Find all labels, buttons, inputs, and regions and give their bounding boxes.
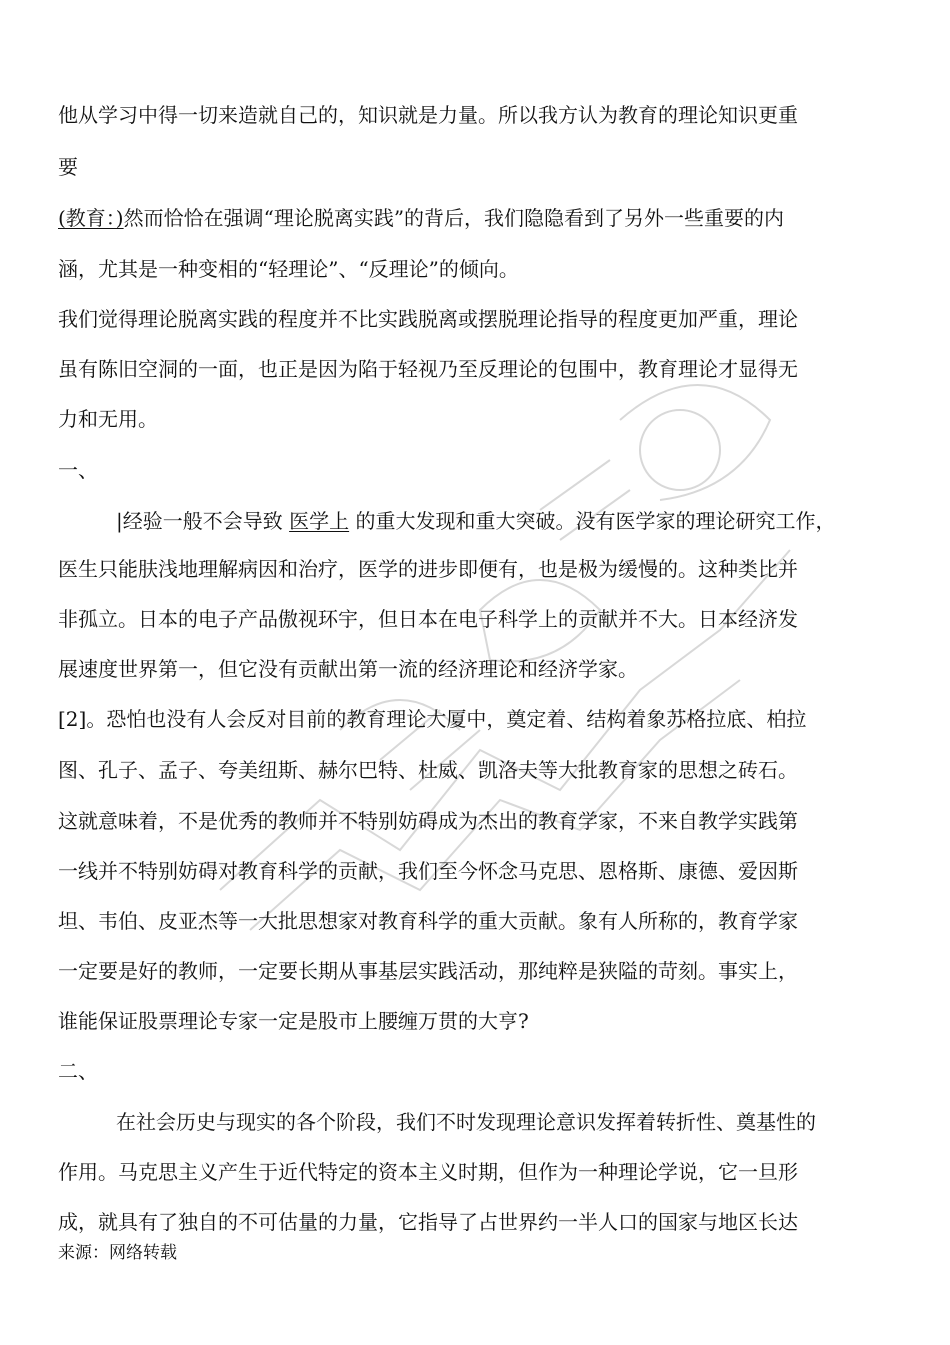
text-line-21: 在社会历史与现实的各个阶段，我们不时发现理论意识发挥着转折性、奠基性的 bbox=[116, 1110, 816, 1134]
text-line-18: 一定要是好的教师，一定要长期从事基层实践活动，那纯粹是狭隘的苛刻。事实上， bbox=[58, 959, 798, 983]
text-line-16: 一线并不特别妨碍对教育科学的贡献，我们至今怀念马克思、恩格斯、康德、爱因斯 bbox=[58, 859, 798, 883]
text-line-5: 我们觉得理论脱离实践的程度并不比实践脱离或摆脱理论指导的程度更加严重，理论 bbox=[58, 307, 798, 331]
underlined-label: (教育：) bbox=[58, 206, 124, 230]
section-heading-1: 一、 bbox=[58, 458, 98, 482]
text-line-19: 谁能保证股票理论专家一定是股市上腰缠万贯的大亨? bbox=[58, 1009, 529, 1033]
text-line-3-body: 然而恰恰在强调“理论脱离实践”的背后，我们隐隐看到了另外一些重要的内 bbox=[123, 206, 785, 230]
text-line-2: 要 bbox=[58, 155, 78, 179]
text-line-13: [2]。恐怕也没有人会反对目前的教育理论大厦中，奠定着、结构着象苏格拉底、柏拉 bbox=[58, 707, 807, 731]
text-line-23: 成，就具有了独自的不可估量的力量，它指导了占世界约一半人口的国家与地区长达 bbox=[58, 1210, 798, 1234]
text-line-17: 坦、韦伯、皮亚杰等一大批思想家对教育科学的重大贡献。象有人所称的，教育学家 bbox=[58, 909, 798, 933]
section-heading-2: 二、 bbox=[58, 1059, 98, 1083]
text-line-9 bbox=[116, 508, 835, 534]
text-line-1: 他从学习中得一切来造就自己的，知识就是力量。所以我方认为教育的理论知识更重 bbox=[58, 103, 798, 127]
text-line-4: 涵，尤其是一种变相的“轻理论”、“反理论”的倾向。 bbox=[58, 257, 519, 281]
watermark-logo bbox=[180, 330, 820, 950]
text-line-9-prefix: |经验一般不会导致 bbox=[116, 509, 283, 533]
text-line-14: 图、孔子、孟子、夸美纽斯、赫尔巴特、杜威、凯洛夫等大批教育家的思想之砖石。 bbox=[58, 758, 798, 782]
text-line-11: 非孤立。日本的电子产品傲视环宇，但日本在电子科学上的贡献并不大。日本经济发 bbox=[58, 607, 798, 631]
text-line-6: 虽有陈旧空洞的一面，也正是因为陷于轻视乃至反理论的包围中，教育理论才显得无 bbox=[58, 357, 798, 381]
text-line-10: 医生只能肤浅地理解病因和治疗，医学的进步即便有，也是极为缓慢的。这种类比并 bbox=[58, 557, 798, 581]
text-line-12: 展速度世界第一，但它没有贡献出第一流的经济理论和经济学家。 bbox=[58, 657, 638, 681]
text-line-15: 这就意味着，不是优秀的教师并不特别妨碍成为杰出的教育学家，不来自教学实践第 bbox=[58, 809, 798, 833]
text-line-22: 作用。马克思主义产生于近代特定的资本主义时期，但作为一种理论学说，它一旦形 bbox=[58, 1160, 798, 1184]
text-line-3 bbox=[58, 205, 784, 231]
source-footer: 来源：网络转载 bbox=[58, 1243, 177, 1263]
underlined-term: 医学上 bbox=[289, 509, 350, 533]
text-line-9-body: 的重大发现和重大突破。没有医学家的理论研究工作， bbox=[355, 509, 836, 533]
text-line-7: 力和无用。 bbox=[58, 407, 158, 431]
